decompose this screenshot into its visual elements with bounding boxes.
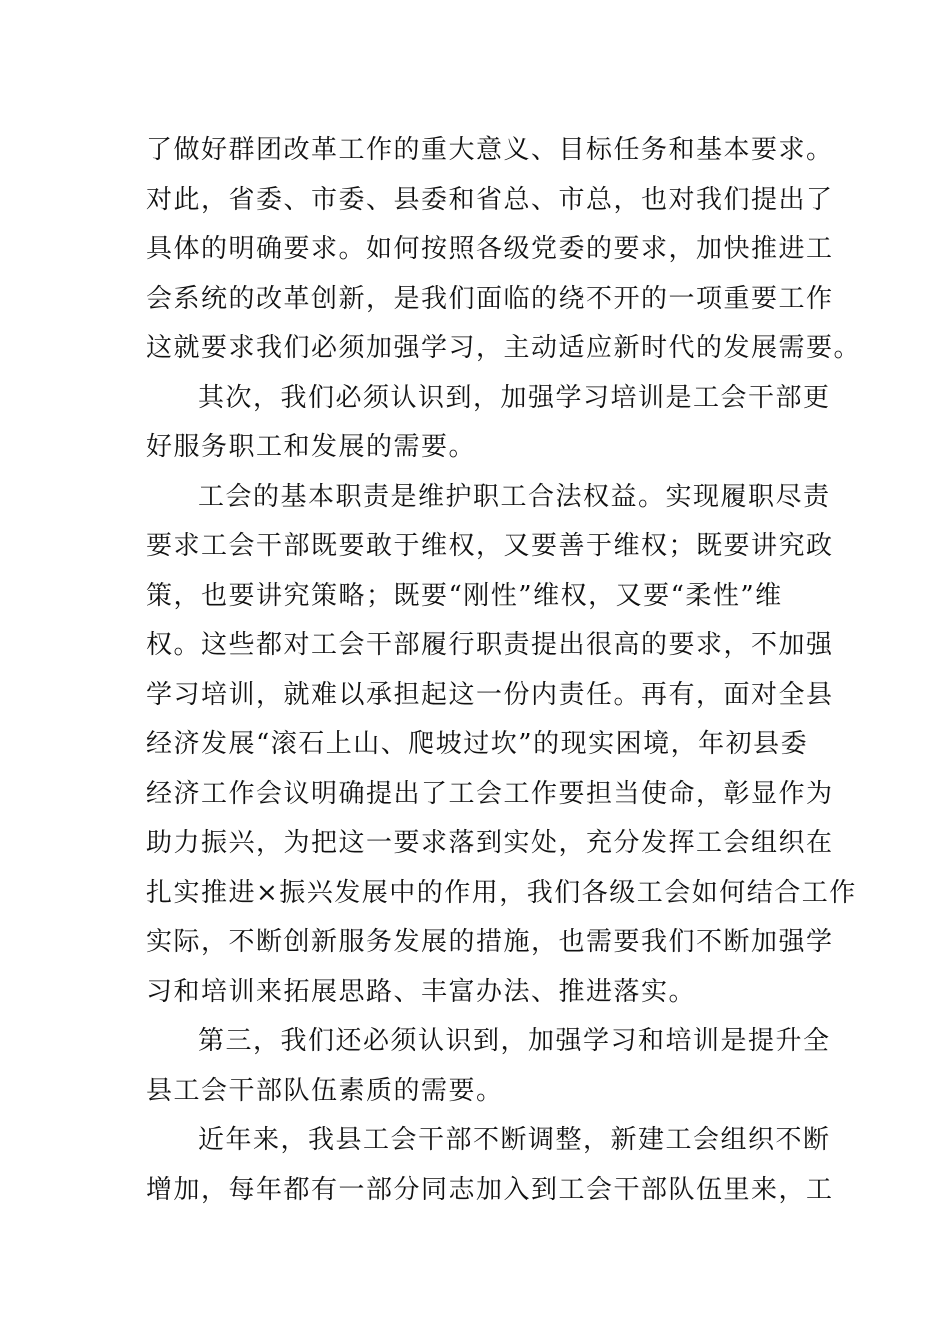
text-line: 学习培训，就难以承担起这一份内责任。再有，面对全县 — [146, 679, 834, 710]
text-line: 第三，我们还必须认识到，加强学习和培训是提升全 — [198, 1026, 831, 1056]
text-line: 经济工作会议明确提出了工会工作要担当使命，彰显作为 — [146, 778, 834, 809]
text-line: 具体的明确要求。如何按照各级党委的要求，加快推进工 — [146, 234, 834, 264]
text-line: 实际，不断创新服务发展的措施，也需要我们不断加强学 — [146, 927, 834, 957]
text-line: 助力振兴，为把这一要求落到实处，充分发挥工会组织在 — [146, 828, 834, 858]
text-line: 扎实推进×振兴发展中的作用，我们各级工会如何结合工作 — [146, 877, 857, 908]
text-line: 近年来，我县工会干部不断调整，新建工会组织不断 — [198, 1125, 831, 1155]
text-line: 了做好群团改革工作的重大意义、目标任务和基本要求。 — [146, 135, 834, 165]
text-line: 县工会干部队伍素质的需要。 — [146, 1075, 504, 1106]
body-text — [146, 126, 862, 1215]
text-line: 这就要求我们必须加强学习，主动适应新时代的发展需要。 — [146, 333, 862, 363]
text-line: 策，也要讲究策略；既要“刚性”维权，又要“柔性”维 — [146, 580, 783, 611]
text-line: 经济发展“滚石上山、爬坡过坎”的现实困境，年初县委 — [146, 729, 809, 759]
text-line: 其次，我们必须认识到，加强学习培训是工会干部更 — [198, 382, 831, 413]
text-line: 好服务职工和发展的需要。 — [146, 432, 477, 462]
text-line: 对此，省委、市委、县委和省总、市总，也对我们提出了 — [146, 184, 834, 215]
text-line: 工会的基本职责是维护职工合法权益。实现履职尽责 — [198, 481, 831, 512]
text-line: 要求工会干部既要敢于维权，又要善于维权；既要讲究政 — [146, 531, 834, 561]
text-line: 会系统的改革创新，是我们面临的绕不开的一项重要工作 — [146, 283, 834, 314]
text-line: 习和培训来拓展思路、丰富办法、推进落实。 — [146, 976, 697, 1007]
text-line: 增加，每年都有一部分同志加入到工会干部队伍里来，工 — [146, 1174, 834, 1205]
text-line: 权。这些都对工会干部履行职责提出很高的要求，不加强 — [146, 630, 834, 660]
